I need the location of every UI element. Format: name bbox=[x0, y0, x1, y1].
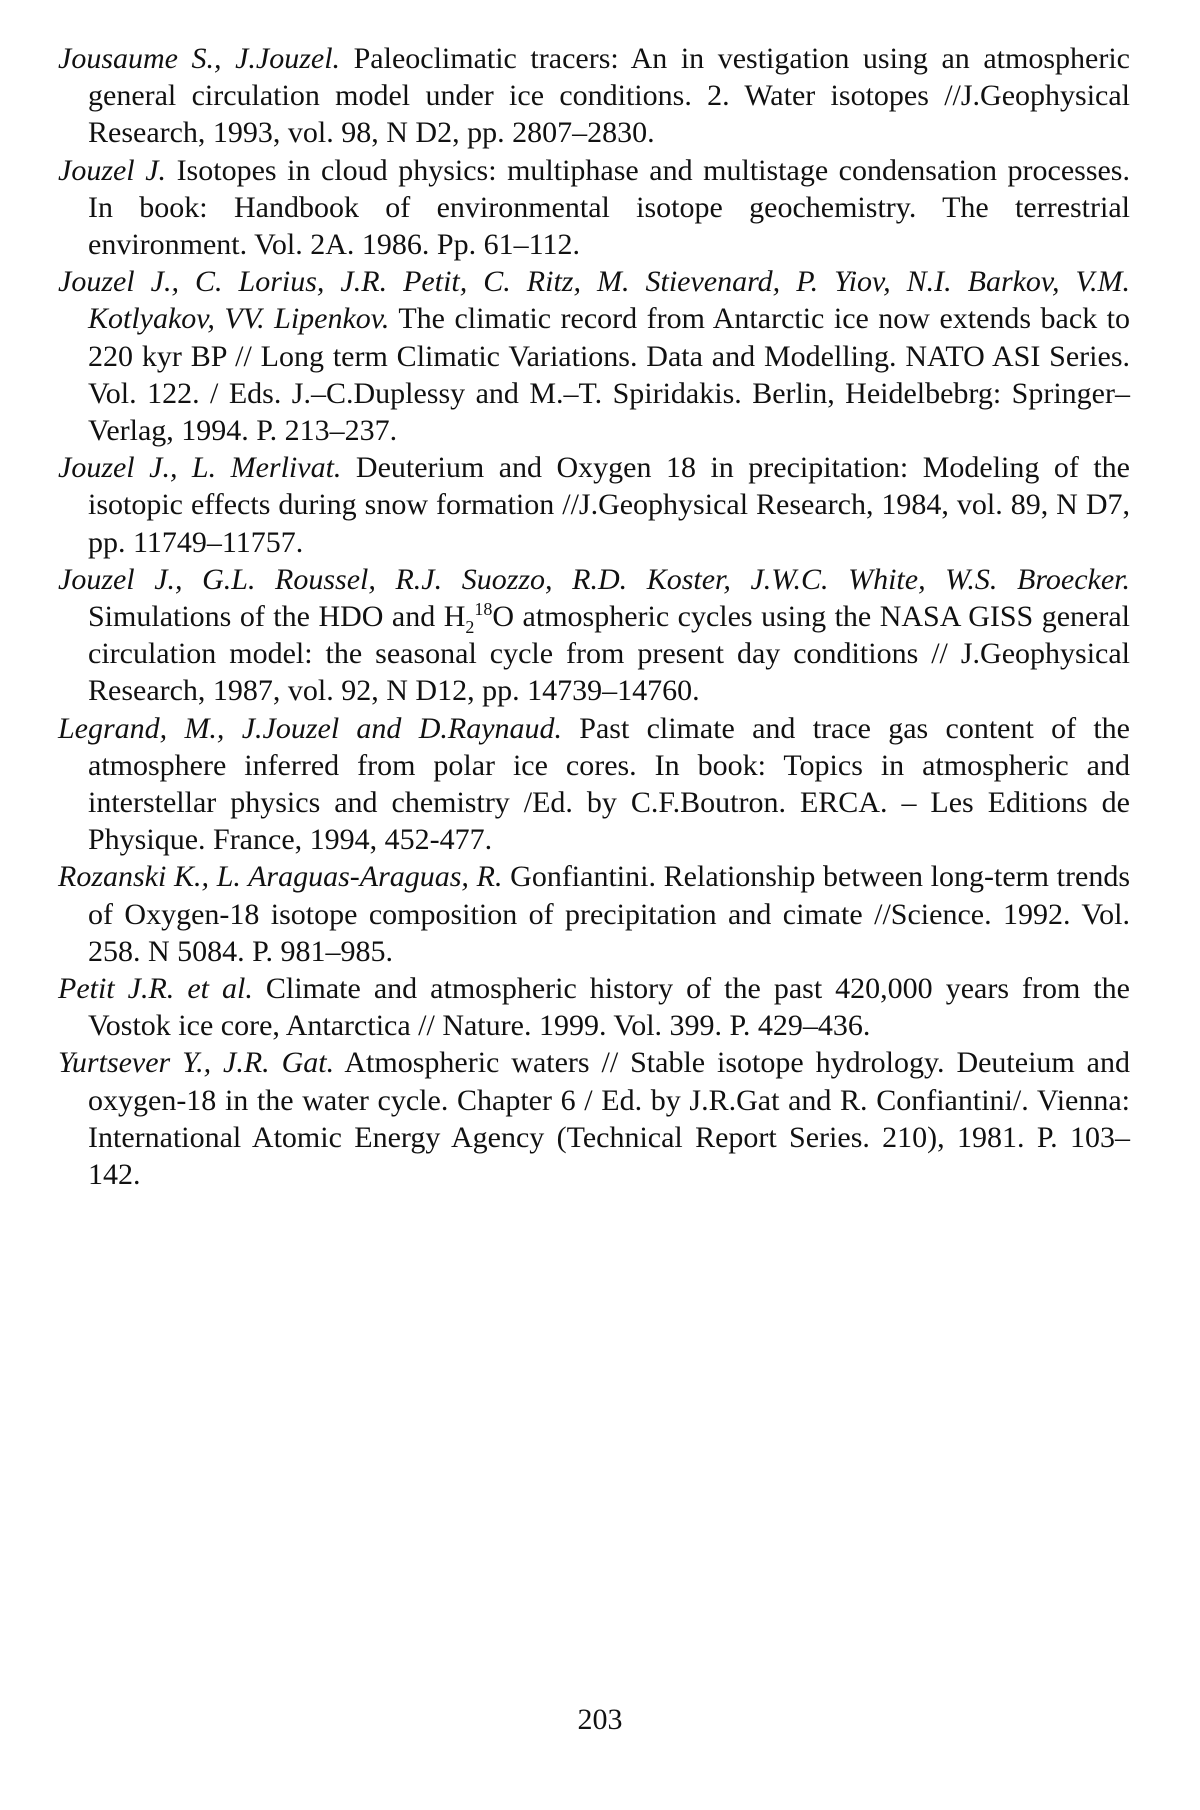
document-page bbox=[0, 0, 1200, 1810]
reference-item bbox=[58, 263, 1130, 449]
superscript-18: 18 bbox=[474, 599, 492, 619]
page-number: 203 bbox=[0, 1702, 1200, 1738]
reference-authors: Jouzel J., G.L. Roussel, R.J. Suozzo, R.D. Koster, J.W.C. White, W.S. Broecker. bbox=[58, 563, 1130, 596]
reference-item bbox=[58, 40, 1130, 152]
reference-text: Isotopes in cloud physics: multiphase and multistage condensation processes. In book: Handbook of environmental isotope geochemistry. The terrestrial environment. Vol. 2A. 1986. Pp. 61–112. bbox=[88, 154, 1130, 261]
reference-authors: Jouzel J., C. Lorius, J.R. Petit, C. Ritz, M. Stievenard, P. Yiov, N.I. Barkov, V.M. Kotlyakov, VV. Lipenkov. bbox=[58, 265, 1130, 335]
reference-item bbox=[58, 710, 1130, 859]
reference-authors: Jouzel J., L. Merlivat. bbox=[58, 451, 341, 484]
reference-item bbox=[58, 858, 1130, 970]
reference-text: Past climate and trace gas content of the atmosphere inferred from polar ice cores. In book: Topics in atmospheric and interstellar physics and chemistry /Ed. by C.F.Boutron. ERCA. – Les Editions de Physique. France, 1994, 452-477. bbox=[88, 712, 1130, 857]
reference-authors: Rozanski K., L. Araguas-Araguas, R. bbox=[58, 860, 502, 893]
reference-list bbox=[58, 40, 1130, 1193]
reference-text: O atmospheric cycles using the NASA GISS general circulation model: the seasonal cycle from present day conditions // J.Geophysical Research, 1987, vol. 92, N D12, pp. 14739–14760. bbox=[88, 600, 1130, 707]
reference-text: Climate and atmospheric history of the past 420,000 years from the Vostok ice core, Antarctica // Nature. 1999. Vol. 399. P. 429–436. bbox=[88, 972, 1130, 1042]
reference-item bbox=[58, 1044, 1130, 1193]
reference-authors: Yurtsever Y., J.R. Gat. bbox=[58, 1046, 334, 1079]
reference-text: The climatic record from Antarctic ice now extends back to 220 kyr BP // Long term Climatic Variations. Data and Modelling. NATO ASI Series. Vol. 122. / Eds. J.–C.Duplessy and M.–T. Spiridakis. Berlin, Heidelbebrg: Springer–Verlag, 1994. P. 213–237. bbox=[88, 302, 1130, 447]
reference-item bbox=[58, 561, 1130, 710]
reference-text: Gonfiantini. Relationship between long-term trends of Oxygen-18 isotope composition of precipitation and cimate //Science. 1992. Vol. 258. N 5084. P. 981–985. bbox=[88, 860, 1130, 967]
reference-item bbox=[58, 449, 1130, 561]
reference-authors: Jousaume S., J.Jouzel. bbox=[58, 42, 340, 75]
reference-item bbox=[58, 152, 1130, 264]
reference-authors: Jouzel J. bbox=[58, 154, 166, 187]
subscript-2: 2 bbox=[465, 617, 474, 637]
reference-text: Paleoclimatic tracers: An in vestigation using an atmospheric general circulation model under ice conditions. 2. Water isotopes //J.Geophysical Research, 1993, vol. 98, N D2, pp. 2807–2830. bbox=[88, 42, 1130, 149]
reference-item bbox=[58, 970, 1130, 1044]
reference-authors: Legrand, M., J.Jouzel and D.Raynaud. bbox=[58, 712, 562, 745]
reference-text: Deuterium and Oxygen 18 in precipitation: Modeling of the isotopic effects during snow formation //J.Geophysical Research, 1984, vol. 89, N D7, pp. 11749–11757. bbox=[88, 451, 1130, 558]
reference-text: Atmospheric waters // Stable isotope hydrology. Deuteium and oxygen-18 in the water cycle. Chapter 6 / Ed. by J.R.Gat and R. Confiantini/. Vienna: International Atomic Energy Agency (Technical Report Series. 210), 1981. P. 103–142. bbox=[88, 1046, 1130, 1191]
reference-authors: Petit J.R. et al. bbox=[58, 972, 253, 1005]
reference-text-lead: Simulations of the HDO and H bbox=[88, 600, 465, 633]
